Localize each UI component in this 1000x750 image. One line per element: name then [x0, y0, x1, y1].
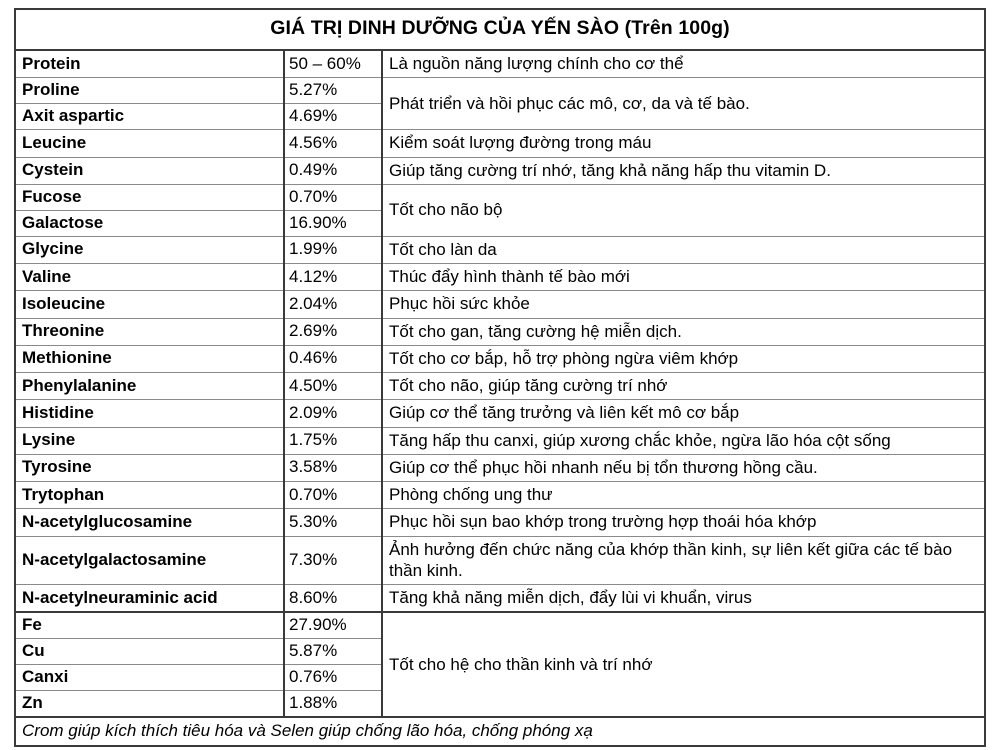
nutrient-value: 5.87%	[284, 639, 382, 665]
table-row	[16, 400, 984, 427]
nutrition-table	[16, 10, 984, 745]
nutrient-value: 1.88%	[284, 691, 382, 718]
nutrient-value: 2.69%	[284, 318, 382, 345]
nutrient-description: Là nguồn năng lượng chính cho cơ thể	[382, 50, 984, 78]
nutrient-description: Tăng hấp thu canxi, giúp xương chắc khỏe, ngừa lão hóa cột sống	[382, 427, 984, 454]
footnote-row	[16, 717, 984, 745]
table-row	[16, 345, 984, 372]
nutrient-name: Phenylalanine	[16, 373, 284, 400]
nutrient-description: Tốt cho làn da	[382, 236, 984, 263]
nutrient-value: 0.46%	[284, 345, 382, 372]
nutrient-name: Histidine	[16, 400, 284, 427]
nutrient-value: 8.60%	[284, 585, 382, 613]
table-row	[16, 482, 984, 509]
nutrient-name: Galactose	[16, 210, 284, 236]
nutrient-description: Ảnh hưởng đến chức năng của khớp thần kinh, sự liên kết giữa các tế bào thần kinh.	[382, 536, 984, 585]
nutrient-value: 5.27%	[284, 78, 382, 104]
table-row	[16, 536, 984, 585]
nutrient-name: Lysine	[16, 427, 284, 454]
nutrient-description: Tốt cho cơ bắp, hỗ trợ phòng ngừa viêm khớp	[382, 345, 984, 372]
nutrient-name: Fe	[16, 612, 284, 639]
table-row	[16, 585, 984, 613]
nutrient-value: 4.56%	[284, 130, 382, 157]
nutrient-description: Phòng chống ung thư	[382, 482, 984, 509]
nutrient-value: 2.04%	[284, 291, 382, 318]
nutrient-description: Tốt cho hệ cho thần kinh và trí nhớ	[382, 612, 984, 717]
nutrient-name: N-acetylglucosamine	[16, 509, 284, 536]
nutrient-value: 16.90%	[284, 210, 382, 236]
nutrient-value: 0.76%	[284, 665, 382, 691]
nutrient-description: Giúp cơ thể tăng trưởng và liên kết mô cơ bắp	[382, 400, 984, 427]
table-row	[16, 454, 984, 481]
table-row	[16, 427, 984, 454]
nutrient-name: Threonine	[16, 318, 284, 345]
nutrient-description: Phục hồi sụn bao khớp trong trường hợp thoái hóa khớp	[382, 509, 984, 536]
table-row	[16, 157, 984, 184]
table-row	[16, 612, 984, 639]
footnote-text: Crom giúp kích thích tiêu hóa và Selen giúp chống lão hóa, chống phóng xạ	[16, 717, 984, 745]
nutrient-name: Methionine	[16, 345, 284, 372]
nutrient-name: N-acetylgalactosamine	[16, 536, 284, 585]
table-row	[16, 509, 984, 536]
nutrient-value: 4.12%	[284, 264, 382, 291]
page-title: GIÁ TRỊ DINH DƯỠNG CỦA YẾN SÀO (Trên 100g)	[16, 10, 984, 50]
table-row	[16, 236, 984, 263]
table-row	[16, 50, 984, 78]
nutrient-name: Isoleucine	[16, 291, 284, 318]
nutrient-name: Proline	[16, 78, 284, 104]
nutrient-value: 3.58%	[284, 454, 382, 481]
nutrient-value: 27.90%	[284, 612, 382, 639]
nutrient-name: Axit aspartic	[16, 104, 284, 130]
table-row	[16, 291, 984, 318]
nutrient-name: Cu	[16, 639, 284, 665]
nutrient-description: Tăng khả năng miễn dịch, đẩy lùi vi khuẩn, virus	[382, 585, 984, 613]
nutrient-value: 4.69%	[284, 104, 382, 130]
nutrient-value: 4.50%	[284, 373, 382, 400]
nutrient-description: Thúc đẩy hình thành tế bào mới	[382, 264, 984, 291]
nutrient-value: 0.70%	[284, 184, 382, 210]
table-row	[16, 264, 984, 291]
nutrient-name: Fucose	[16, 184, 284, 210]
nutrition-table-body	[16, 10, 984, 717]
nutrient-name: Zn	[16, 691, 284, 718]
nutrient-value: 1.99%	[284, 236, 382, 263]
nutrient-name: Canxi	[16, 665, 284, 691]
nutrient-description: Giúp cơ thể phục hồi nhanh nếu bị tổn thương hồng cầu.	[382, 454, 984, 481]
nutrient-name: Tyrosine	[16, 454, 284, 481]
nutrient-value: 1.75%	[284, 427, 382, 454]
nutrient-description: Phát triển và hồi phục các mô, cơ, da và tế bào.	[382, 78, 984, 130]
nutrient-name: Valine	[16, 264, 284, 291]
nutrient-name: N-acetylneuraminic acid	[16, 585, 284, 613]
table-row	[16, 184, 984, 210]
nutrient-description: Kiểm soát lượng đường trong máu	[382, 130, 984, 157]
nutrition-table-frame	[14, 8, 986, 747]
table-row	[16, 318, 984, 345]
nutrient-name: Trytophan	[16, 482, 284, 509]
nutrient-value: 7.30%	[284, 536, 382, 585]
table-row	[16, 78, 984, 104]
title-row	[16, 10, 984, 50]
table-row	[16, 130, 984, 157]
nutrient-value: 5.30%	[284, 509, 382, 536]
nutrient-name: Leucine	[16, 130, 284, 157]
nutrient-value: 50 – 60%	[284, 50, 382, 78]
nutrient-name: Glycine	[16, 236, 284, 263]
nutrient-description: Tốt cho gan, tăng cường hệ miễn dịch.	[382, 318, 984, 345]
nutrient-value: 2.09%	[284, 400, 382, 427]
table-row	[16, 373, 984, 400]
nutrient-value: 0.70%	[284, 482, 382, 509]
nutrient-description: Phục hồi sức khỏe	[382, 291, 984, 318]
nutrient-name: Protein	[16, 50, 284, 78]
nutrient-description: Giúp tăng cường trí nhớ, tăng khả năng hấp thu vitamin D.	[382, 157, 984, 184]
nutrient-description: Tốt cho não, giúp tăng cường trí nhớ	[382, 373, 984, 400]
nutrition-table-foot	[16, 717, 984, 745]
nutrient-name: Cystein	[16, 157, 284, 184]
nutrient-description: Tốt cho não bộ	[382, 184, 984, 236]
nutrient-value: 0.49%	[284, 157, 382, 184]
